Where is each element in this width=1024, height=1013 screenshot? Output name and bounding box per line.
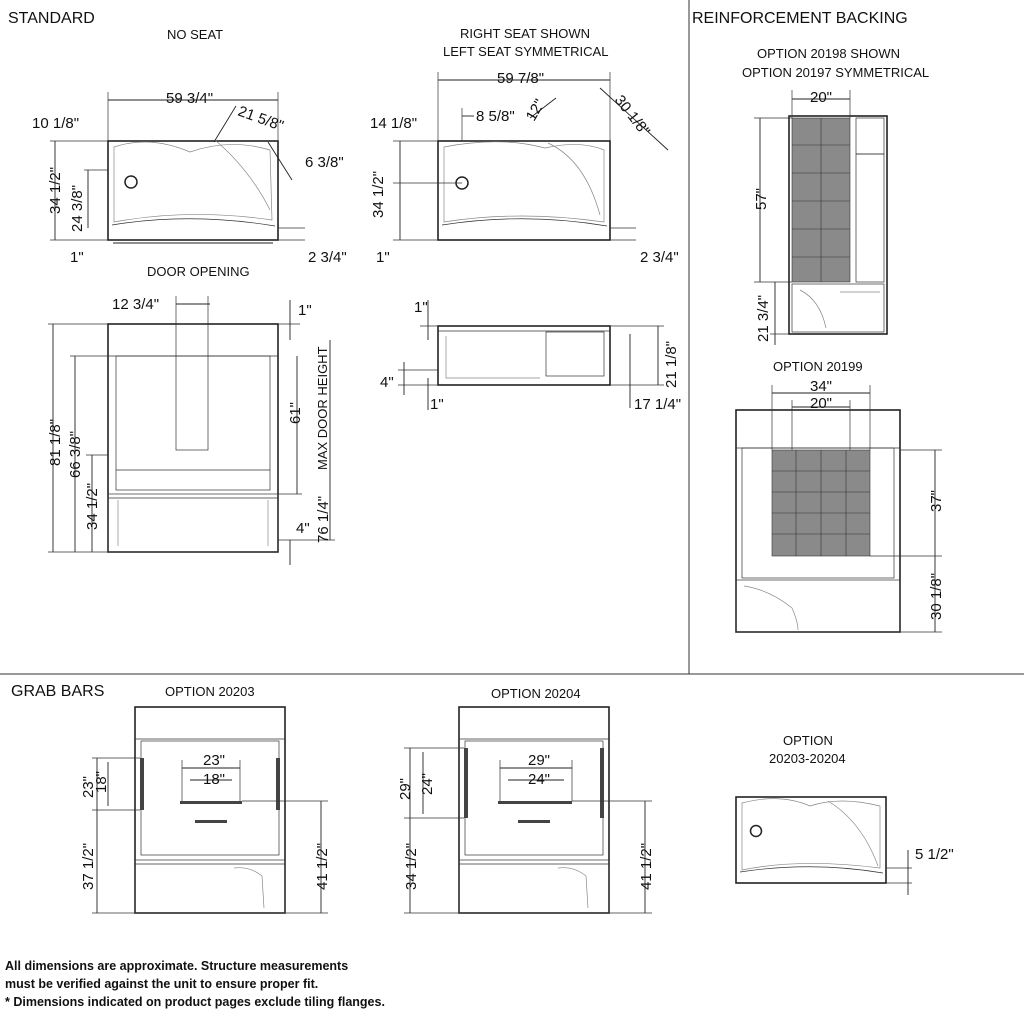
- dim-24-3-8: 24 3/8": [69, 184, 86, 232]
- dim-41-1-2-20203: 41 1/2": [314, 842, 331, 890]
- caption-option-combo-2: 20203-20204: [769, 751, 846, 766]
- dim-66-3-8: 66 3/8": [67, 430, 84, 478]
- dim-1-side-bottom: 1": [430, 396, 444, 413]
- note-line-2: must be verified against the unit to ensure proper fit.: [5, 977, 319, 991]
- dim-10-1-8: 10 1/8": [32, 115, 80, 132]
- dim-4-front: 4": [296, 520, 310, 537]
- option-20203-drawing: [80, 684, 331, 913]
- dim-1-top: 1": [298, 302, 312, 319]
- section-title-reinforcement: REINFORCEMENT BACKING: [692, 10, 908, 27]
- dim-34-1-2: 34 1/2": [47, 166, 64, 214]
- dim-5-1-2: 5 1/2": [915, 846, 954, 863]
- dim-30-1-8-side: 30 1/8": [928, 572, 945, 620]
- section-title-grab-bars: GRAB BARS: [11, 683, 105, 700]
- dim-18-top: 18": [203, 771, 226, 788]
- dim-14-1-8: 14 1/8": [370, 115, 418, 132]
- dim-1-right: 1": [376, 249, 390, 266]
- dim-37: 37": [928, 489, 945, 512]
- dim-61: 61": [287, 401, 304, 424]
- option-20198-drawing: [742, 46, 929, 345]
- dim-1-left: 1": [70, 249, 84, 266]
- dim-81-1-8: 81 1/8": [47, 418, 64, 466]
- option-20204-drawing: [397, 686, 655, 913]
- dim-6-3-8: 6 3/8": [305, 154, 344, 171]
- dim-24-left: 24": [419, 772, 436, 795]
- dim-12-3-4: 12 3/4": [112, 296, 160, 313]
- caption-option-20197: OPTION 20197 SYMMETRICAL: [742, 65, 930, 80]
- dim-20-20199: 20": [810, 395, 833, 412]
- caption-door-opening: DOOR OPENING: [147, 264, 250, 279]
- dim-4-side: 4": [380, 374, 394, 391]
- dim-23-top: 23": [203, 752, 226, 769]
- dim-2-3-4-right: 2 3/4": [640, 249, 679, 266]
- dim-34-1-2-front: 34 1/2": [84, 482, 101, 530]
- dim-41-1-2-20204: 41 1/2": [638, 842, 655, 890]
- footnotes: [5, 957, 385, 1011]
- dim-37-1-2: 37 1/2": [80, 842, 97, 890]
- dim-8-5-8: 8 5/8": [476, 108, 515, 125]
- dim-2-3-4-left: 2 3/4": [308, 249, 347, 266]
- note-line-3: * Dimensions indicated on product pages exclude tiling flanges.: [5, 995, 385, 1009]
- dim-34-1-2-right: 34 1/2": [370, 170, 387, 218]
- dim-30-1-8-top: 30 1/8": [610, 91, 654, 140]
- dim-18-left: 18": [93, 770, 110, 793]
- dim-34-1-2-20204: 34 1/2": [403, 842, 420, 890]
- dim-34: 34": [810, 378, 833, 395]
- dim-76-1-4: 76 1/4": [315, 495, 332, 543]
- dim-59-3-4: 59 3/4": [166, 90, 214, 107]
- dim-21-3-4: 21 3/4": [755, 294, 772, 342]
- dim-1-side-top: 1": [414, 299, 428, 316]
- dim-17-1-4: 17 1/4": [634, 396, 682, 413]
- option-20199-drawing: [736, 359, 945, 632]
- dim-57: 57": [753, 187, 770, 210]
- top-view-right-seat: [370, 26, 679, 266]
- dim-23-left: 23": [80, 775, 97, 798]
- dim-21-1-8: 21 1/8": [663, 340, 680, 388]
- caption-right-seat: RIGHT SEAT SHOWN: [460, 26, 591, 41]
- dim-29-left: 29": [397, 777, 414, 800]
- top-view-no-seat: [32, 27, 347, 279]
- section-title-standard: STANDARD: [8, 10, 95, 27]
- option-combo-drawing: [736, 733, 954, 895]
- caption-option-20204: OPTION 20204: [491, 686, 581, 701]
- caption-left-seat: LEFT SEAT SYMMETRICAL: [443, 44, 609, 59]
- dim-24-top: 24": [528, 771, 551, 788]
- side-view-tub: [380, 299, 681, 413]
- note-line-1: All dimensions are approximate. Structure measurements: [5, 959, 349, 973]
- caption-max-door-height: MAX DOOR HEIGHT: [315, 346, 330, 470]
- dim-59-7-8: 59 7/8": [497, 70, 545, 87]
- caption-option-20199: OPTION 20199: [773, 359, 863, 374]
- dim-20-20198: 20": [810, 89, 833, 106]
- dim-21-5-8: 21 5/8": [235, 102, 286, 135]
- dim-29-top: 29": [528, 752, 551, 769]
- dim-12: 12": [522, 96, 549, 124]
- caption-option-20198: OPTION 20198 SHOWN: [757, 46, 901, 61]
- caption-option-combo-1: OPTION: [783, 733, 833, 748]
- caption-no-seat: NO SEAT: [167, 27, 224, 42]
- caption-option-20203: OPTION 20203: [165, 684, 255, 699]
- front-view-unit: [47, 296, 335, 565]
